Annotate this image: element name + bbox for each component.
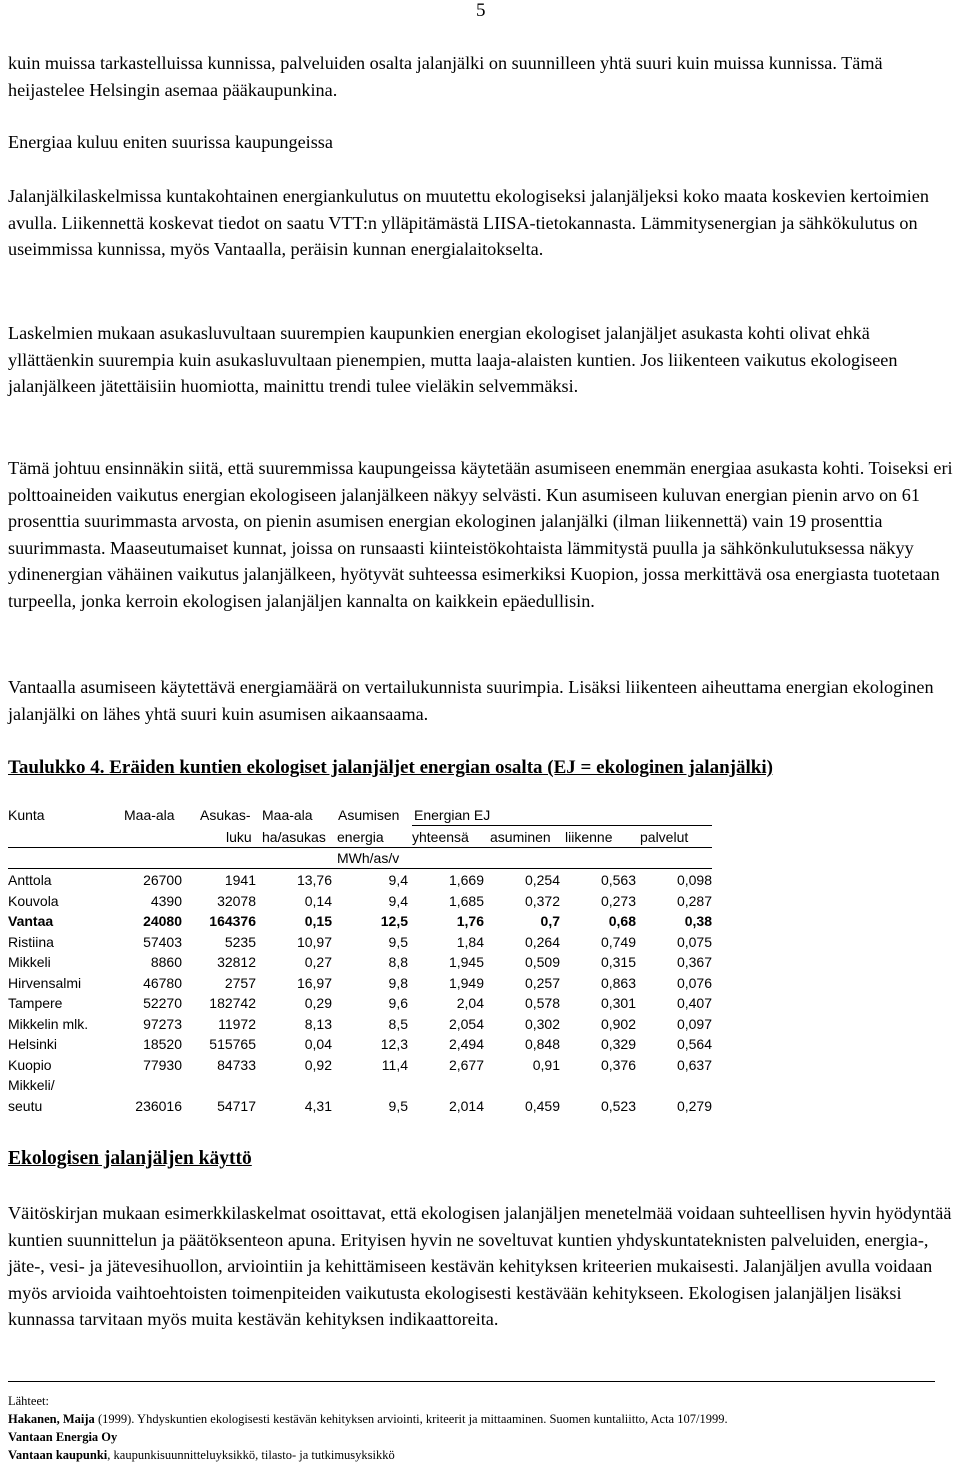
table-cell: 52270 [143,995,182,1011]
section-heading-usage: Ekologisen jalanjäljen käyttö [8,1148,252,1169]
table-cell: 0,91 [532,1056,560,1073]
table-header: yhteensä [412,829,469,845]
reference-3 [8,1446,728,1464]
table-cell-kunta: Hirvensalmi [8,974,82,991]
references [8,1392,728,1464]
table-cell: 0,273 [600,892,636,909]
table-header: asuminen [490,829,551,845]
table-cell: 0,097 [676,1015,712,1032]
table-header: luku [226,829,252,845]
table-cell: 2757 [224,974,256,991]
reference-1 [8,1410,728,1428]
table-cell-kunta: Kouvola [8,892,59,909]
table-cell: 32078 [217,892,256,909]
table-cell: 2,054 [448,1015,484,1032]
table-header: ha/asukas [262,829,326,845]
table-header: MWh/as/v [337,850,400,866]
table-cell: 0,254 [524,872,560,888]
table-cell: 0,863 [600,974,636,991]
table-header: Asumisen [338,807,400,823]
table-cell: 11,4 [381,1056,408,1073]
table-cell: 0,848 [524,1036,560,1052]
page-number: 5 [476,0,486,21]
table-cell: 1,76 [456,913,484,929]
paragraph-5: Vantaalla asumiseen käytettävä energiamäärä on vertailukunnista suurimpia. Lisäksi liikenteen aiheuttama energian ekologinen jalanjälki on lähes yhtä suuri kuin asumisen aikaansaama. [8,677,934,724]
table-row [0,872,960,892]
table-cell: 0,523 [600,1097,636,1114]
table-cell: 0,264 [524,933,560,950]
table-cell: 2,494 [448,1036,484,1052]
table-cell: 0,509 [524,954,560,970]
table-cell: 0,92 [304,1056,332,1073]
table-cell-kunta: Helsinki [8,1036,58,1052]
table-cell: 0,459 [524,1097,560,1114]
table-header: liikenne [565,829,613,845]
paragraph-1: kuin muissa tarkastelluissa kunnissa, palveluiden osalta jalanjälki on suunnilleen yhtä suuri kuin muissa kunnissa. Tämä heijastelee Helsingin asemaa pääkaupunkina. [8,53,883,100]
table-cell: 0,257 [524,974,560,991]
table-rule [412,825,712,826]
reference-1-text: (1999). Yhdyskuntien ekologisesti kestävän kehityksen arviointi, kriteerit ja mittaaminen. Suomen kuntaliitto, Acta 107/1999. [94,1412,728,1426]
table-header: Maa-ala [262,807,313,823]
table-cell: 0,367 [676,954,712,970]
table-cell: 0,29 [304,995,332,1011]
table-row [0,1036,960,1056]
reference-2 [8,1428,728,1446]
table-header: Asukas- [200,807,251,823]
table-cell-kunta: Ristiina [8,933,54,950]
table-header: palvelut [640,829,689,845]
table-cell: 11972 [218,1015,256,1032]
table-caption-label: Taulukko 4. [8,757,105,778]
table-row [0,1016,960,1036]
paragraph-6: Väitöskirjan mukaan esimerkkilaskelmat osoittavat, että ekologisen jalanjäljen menetelmää voidaan suhteellisen hyvin hyödyntää kuntien suunnittelun ja päätöksenteon apuna. Erityisen hyvin ne soveltuvat kuntien yhdyskuntateknisten palveluiden, energia-, jäte-, vesi- ja jätevesihuollon, arviointiin ja kehittämiseen kestävän kehityksen kriteerien mukaisesti. Jalanjäljen avulla voidaan myös arvioida vaihtoehtoisten toimenpiteiden vaikutusta ekologisesti kestävään kehitykseen. Ekologisen jalanjäljen lisäksi kunnassa tarvitaan myös muita kestävän kehityksen indikaattoreita. [8,1203,952,1329]
table-row [0,913,960,933]
paragraph-3: Laskelmien mukaan asukasluvultaan suurempien kaupunkien energian ekologiset jalanjäljet asukasta kohti olivat ehkä yllättäenkin suurempia kuin asukasluvultaan pienempien, mutta laaja-alaisten kuntien. Jos liikenteen vaikutus ekologiseen jalanjälkeen jätettäisiin huomiotta, mainittu trendi tulee vieläkin selvemmäksi. [8,323,898,396]
table-header: Energian EJ [414,807,491,823]
reference-3-author: Vantaan kaupunki [8,1448,108,1462]
table-cell: 0,301 [600,995,636,1011]
table-header: Maa-ala [124,807,175,823]
table-cell: 0,578 [524,995,560,1011]
table-cell: 0,7 [540,913,560,929]
table-cell: 0,15 [304,913,332,929]
table-cell: 0,279 [676,1097,712,1114]
table-cell: 57403 [143,933,182,950]
table-cell: 0,14 [304,892,332,909]
table-row [0,1057,960,1077]
table-cell-kunta: Mikkelin mlk. [8,1015,89,1032]
table-cell-kunta: Tampere [8,995,63,1011]
table-row [0,1077,960,1097]
table-cell-kunta: Kuopio [8,1056,52,1073]
table-row [0,954,960,974]
paragraph-4: Tämä johtuu ensinnäkin siitä, että suuremmissa kaupungeissa käytetään asumiseen enemmän energiaa asukasta kohti. Toiseksi eri polttoaineiden vaikutus energian ekologiseen jalanjälkeen näkyy selvästi. Kun asumiseen kuluvan energian pienin arvo on 61 prosenttia suurimmasta arvosta, on pienin asumisen energian ekologinen jalanjälki (ilman liikennettä) vain 19 prosenttia suurimmasta. Maaseutumaiset kunnat, joissa on runsaasti kiinteistökohtaista lämmitystä puulla ja sähkönkulutuksessa näkyy ydinenergian vähäinen vaikutus jalanjälkeen, hyötyvät suhteessa esimerkiksi Kuopion, jossa merkittävä osa energiasta tuotetaan turpeella, jonka kerroin ekologisen jalanjäljen kannalta on kaikkein epäedullisin. [8,458,953,611]
table-row [0,975,960,995]
table-cell: 182742 [209,995,256,1011]
table-cell: 54717 [217,1097,256,1114]
table-cell: 0,38 [684,913,712,929]
table-cell-kunta: seutu [8,1097,43,1114]
table-cell: 8860 [150,954,182,970]
table-cell-kunta: Vantaa [8,913,54,929]
table-cell: 4,31 [304,1097,332,1114]
table-cell: 0,329 [600,1036,636,1052]
table-cell: 32812 [217,954,256,970]
table-cell: 1,685 [448,892,484,909]
table-cell: 77930 [143,1056,182,1073]
table-cell: 9,6 [388,995,408,1011]
table-cell: 0,098 [676,872,712,888]
table-cell: 0,04 [304,1036,332,1052]
table-cell: 9,5 [388,933,408,950]
table-cell: 1,669 [448,872,484,888]
table-cell: 8,8 [388,954,408,970]
table-row [0,995,960,1015]
table-cell: 12,3 [380,1036,408,1052]
table-cell-kunta: Mikkeli/ [8,1077,55,1093]
section-heading-energy: Energiaa kuluu eniten suurissa kaupungeissa [8,132,333,152]
table-cell: 0,075 [676,933,712,950]
table-cell: 1,84 [456,933,484,950]
table-header: energia [337,829,384,845]
paragraph-2: Jalanjälkilaskelmissa kuntakohtainen energiankulutus on muutettu ekologiseksi jalanjäljeksi koko maata koskevien kertoimien avulla. Liikennettä koskevat tiedot on saatu VTT:n ylläpitämästä LIISA-tietokannasta. Lämmitysenergian ja sähkökulutus on useimmissa kunnissa, myös Vantaalla, peräisin kunnan energialaitokselta. [8,186,929,259]
table-cell: 0,287 [676,892,712,909]
table-row [0,1098,960,1118]
reference-3-text: , kaupunkisuunnitteluyksikkö, tilasto- ja tutkimusyksikkö [107,1448,395,1462]
table-cell: 515765 [209,1036,256,1052]
table-cell: 0,407 [676,995,712,1011]
footnote-rule [8,1381,935,1382]
table-header: Kunta [8,807,45,823]
table-cell: 2,04 [456,995,484,1011]
table-cell: 1,945 [448,954,484,970]
table-cell-kunta: Mikkeli [8,954,51,970]
table-cell: 16,97 [296,974,332,991]
table-cell: 0,376 [600,1056,636,1073]
table-cell: 8,13 [304,1015,332,1032]
table-cell-kunta: Anttola [8,872,52,888]
table-cell: 84733 [217,1056,256,1073]
table-cell: 0,68 [608,913,636,929]
table-cell: 9,5 [388,1097,408,1114]
reference-2-author: Vantaan Energia Oy [8,1430,118,1444]
table-cell: 0,372 [524,892,560,909]
table-row [0,934,960,954]
table-cell: 1941 [224,872,256,888]
table-cell: 0,749 [600,933,636,950]
table-cell: 9,4 [388,892,408,909]
table-cell: 0,902 [600,1015,636,1032]
table-cell: 18520 [143,1036,182,1052]
table-cell: 164376 [209,913,256,929]
table-cell: 2,014 [448,1097,484,1114]
table-cell: 1,949 [448,974,484,991]
table-cell: 12,5 [380,913,408,929]
table-cell: 0,563 [600,872,636,888]
table-cell: 4390 [150,892,182,909]
table-cell: 236016 [135,1097,182,1114]
table-rule [8,847,712,848]
table-cell: 0,302 [524,1015,560,1032]
table-cell: 0,564 [676,1036,712,1052]
table-cell: 0,637 [676,1056,712,1073]
table-cell: 0,315 [600,954,636,970]
table-row [0,893,960,913]
table-caption [8,757,773,779]
table-cell: 8,5 [388,1015,408,1032]
table-cell: 9,4 [388,872,408,888]
table-rule [8,868,712,869]
table-cell: 0,076 [676,974,712,991]
reference-1-author: Hakanen, Maija [8,1412,95,1426]
table-cell: 46780 [143,974,182,991]
table-cell: 10,97 [296,933,332,950]
table-cell: 24080 [143,913,182,929]
table-cell: 2,677 [448,1056,484,1073]
table-cell: 13,76 [296,872,332,888]
table-cell: 5235 [224,933,256,950]
table-cell: 0,27 [304,954,332,970]
table-cell: 9,8 [388,974,408,991]
table-caption-text: Eräiden kuntien ekologiset jalanjäljet energian osalta (EJ = ekologinen jalanjälki) [109,757,773,778]
table-cell: 97273 [143,1015,182,1032]
table-cell: 26700 [143,872,182,888]
references-title: Lähteet: [8,1394,49,1408]
